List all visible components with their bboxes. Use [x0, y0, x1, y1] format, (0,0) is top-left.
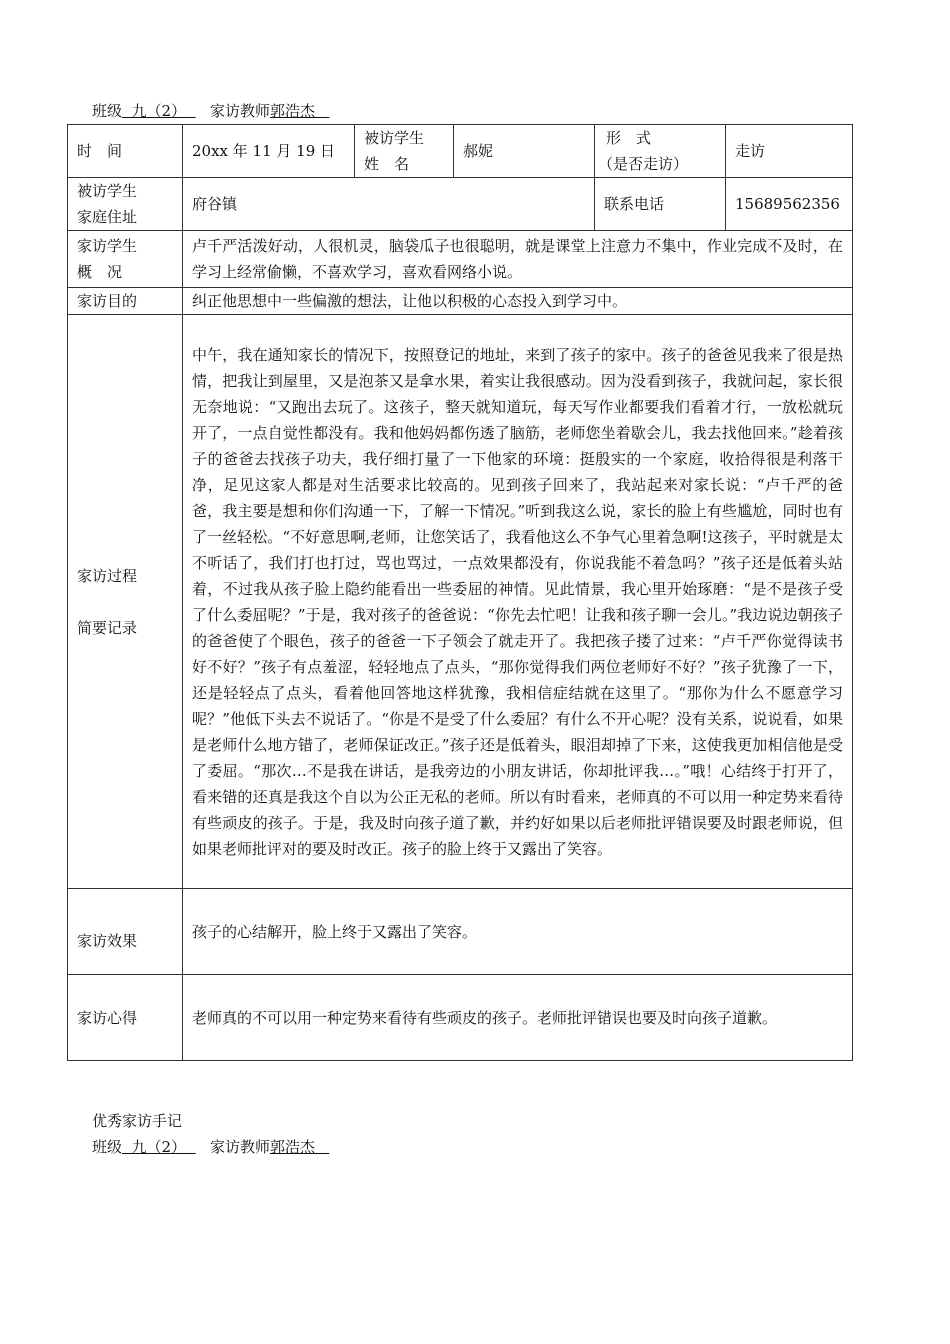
overview-text: 卢千严活泼好动，人很机灵，脑袋瓜子也很聪明，就是课堂上注意力不集中，作业完成不及时，在学习上经常偷懒，不喜欢学习，喜欢看网络小说。	[183, 231, 853, 288]
overview-row	[68, 231, 853, 288]
student-name-label	[355, 125, 454, 178]
footer-class-value: 九（2）	[122, 1138, 196, 1156]
teacher-value: 郭浩杰	[269, 102, 330, 120]
phone-value: 15689562356	[726, 178, 853, 231]
purpose-label: 家访目的	[68, 288, 183, 315]
time-label: 时 间	[68, 125, 183, 178]
insight-row	[68, 975, 853, 1061]
footer-teacher-value: 郭浩杰	[269, 1138, 330, 1156]
time-value: 20xx 年 11 月 19 日	[183, 125, 355, 178]
time-row	[68, 125, 853, 178]
class-value: 九（2）	[122, 102, 196, 120]
overview-label	[68, 231, 183, 288]
insight-label: 家访心得	[68, 975, 183, 1061]
process-text: 中午，我在通知家长的情况下，按照登记的地址，来到了孩子的家中。孩子的爸爸见我来了很是热情，把我让到屋里，又是泡茶又是拿水果，着实让我很感动。因为没看到孩子，我就问起，家长很无奈地说：“又跑出去玩了。这孩子，整天就知道玩，每天写作业都要我们看着才行，一放松就玩开了，一点自觉性都没有。我和他妈妈都伤透了脑筋，老师您坐着歇会儿，我去找他回来。”趁着孩子的爸爸去找孩子功夫，我仔细打量了一下他家的环境：挺殷实的一个家庭，收拾得很是利落干净，足见这家人都是对生活要求比较高的。见到孩子回来了，我站起来对家长说：“卢千严的爸爸，我主要是想和你们沟通一下，了解一下情况。”听到我这么说，家长的脸上有些尴尬，同时也有了一丝轻松。“不好意思啊,老师，让您笑话了，我看他这么不争气心里着急啊!这孩子，平时就是太不听话了，我们打也打过，骂也骂过，一点效果都没有，你说我能不着急吗？”孩子还是低着头站着，不过我从孩子脸上隐约能看出一些委屈的神情。见此情景，我心里开始琢磨：“是不是孩子受了什么委屈呢？”于是，我对孩子的爸爸说：“你先去忙吧！让我和孩子聊一会儿。”我边说边朝孩子的爸爸使了个眼色，孩子的爸爸一下子领会了就走开了。我把孩子搂了过来：“卢千严你觉得读书好不好？”孩子有点羞涩，轻轻地点了点头，“那你觉得我们两位老师好不好？”孩子犹豫了一下，还是轻轻点了点头，看着他回答地这样犹豫，我相信症结就在这里了。“那你为什么不愿意学习呢？”他低下头去不说话了。“你是不是受了什么委屈？有什么不开心呢？没有关系，说说看，如果是老师什么地方错了，老师保证改正。”孩子还是低着头，眼泪却掉了下来，这使我更加相信他是受了委屈。“那次…不是我在讲话，是我旁边的小朋友讲话，你却批评我…。”哦！心结终于打开了，看来错的还真是我这个自以为公正无私的老师。所以有时看来，老师真的不可以用一种定势来看待有些顽皮的孩子。于是，我及时向孩子道了歉，并约好如果以后老师批评错误要及时跟老师说，但如果老师批评对的要及时改正。孩子的脸上终于又露出了笑容。	[183, 315, 853, 889]
visit-form-label-line2: （是否走访）	[598, 155, 689, 173]
visit-form-label	[595, 125, 726, 178]
process-label-line1: 家访过程	[77, 566, 138, 585]
footer-class-label: 班级	[92, 1138, 123, 1156]
footer-header-line	[92, 1137, 329, 1157]
process-label-line2: 简要记录	[77, 618, 138, 637]
visit-form-value: 走访	[726, 125, 853, 178]
effect-label: 家访效果	[68, 889, 183, 975]
process-label	[68, 315, 183, 889]
purpose-text: 纠正他思想中一些偏激的想法，让他以积极的心态投入到学习中。	[183, 288, 853, 315]
address-label-line2: 家庭住址	[77, 208, 138, 226]
address-row	[68, 178, 853, 231]
process-row	[68, 315, 853, 889]
footer-teacher-label: 家访教师	[209, 1138, 270, 1156]
header-line	[92, 101, 329, 121]
address-label-line1: 被访学生	[77, 182, 138, 200]
student-name-label-line2: 姓 名	[364, 155, 410, 173]
address-value: 府谷镇	[183, 178, 595, 231]
overview-label-line2: 概 况	[77, 263, 123, 281]
effect-text: 孩子的心结解开，脸上终于又露出了笑容。	[183, 889, 853, 975]
student-name-value: 郝妮	[454, 125, 595, 178]
student-name-label-line1: 被访学生	[364, 129, 425, 147]
insight-text: 老师真的不可以用一种定势来看待有些顽皮的孩子。老师批评错误也要及时向孩子道歉。	[183, 975, 853, 1061]
visit-form-table	[67, 124, 853, 1061]
footer-title: 优秀家访手记	[92, 1112, 183, 1130]
phone-label: 联系电话	[595, 178, 726, 231]
overview-label-line1: 家访学生	[77, 237, 138, 255]
effect-row	[68, 889, 853, 975]
address-label	[68, 178, 183, 231]
teacher-label: 家访教师	[209, 102, 270, 120]
visit-form-label-line1: 形 式	[606, 129, 652, 147]
class-label: 班级	[92, 102, 123, 120]
purpose-row	[68, 288, 853, 315]
